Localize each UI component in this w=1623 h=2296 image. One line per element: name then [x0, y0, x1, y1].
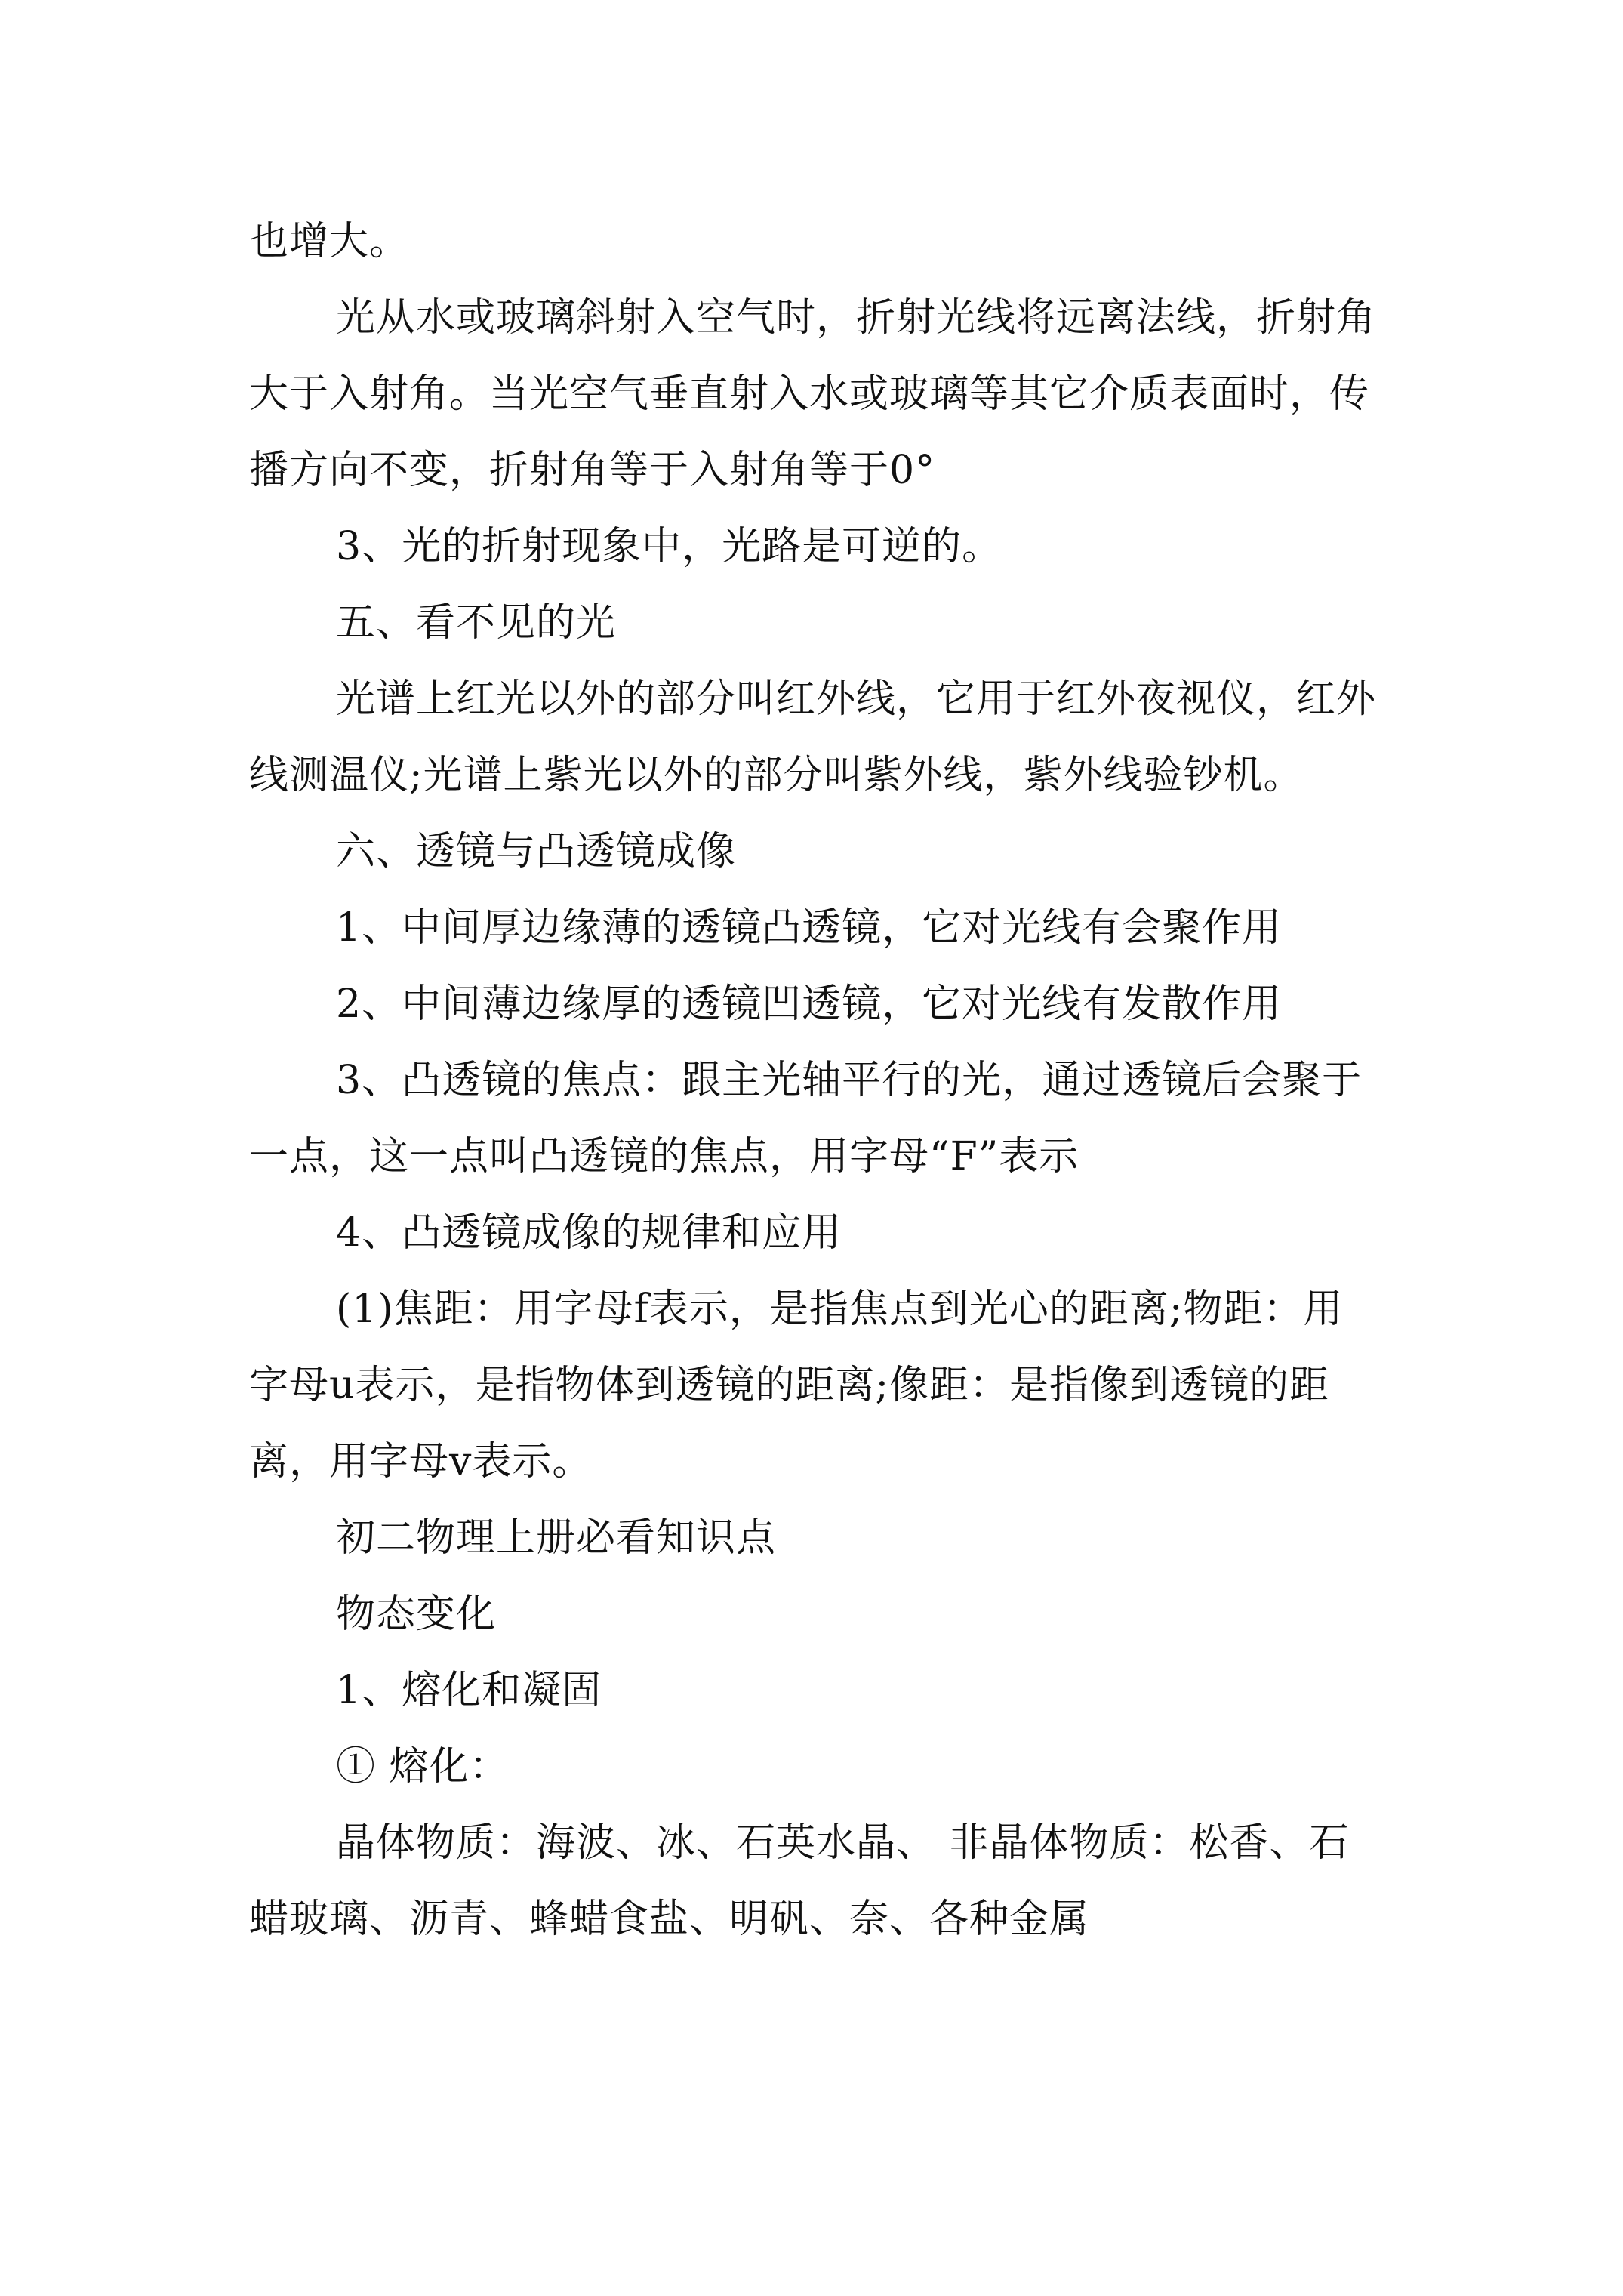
- paragraph: (1)焦距：用字母f表示，是指焦点到光心的距离;物距：用字母u表示，是指物体到透镜的距离;像距：是指像到透镜的距离，用字母v表示。: [249, 1287, 1344, 1484]
- list-item: 4、凸透镜成像的规律和应用: [336, 1210, 842, 1256]
- paragraph: 3、光的折射现象中，光路是可逆的。: [336, 524, 1002, 569]
- section-heading: 物态变化: [336, 1592, 497, 1637]
- paragraph: 也增大。: [249, 219, 410, 264]
- list-item: 3、凸透镜的焦点：跟主光轴平行的光，通过透镜后会聚于一点，这一点叫凸透镜的焦点，用字母“F”表示: [249, 1058, 1363, 1179]
- paragraph: 光谱上红光以外的部分叫红外线，它用于红外夜视仪，红外线测温仪;光谱上紫光以外的部分叫紫外线，紫外线验钞机。: [249, 676, 1377, 798]
- section-heading: 初二物理上册必看知识点: [336, 1515, 777, 1561]
- list-item: ① 熔化：: [336, 1744, 510, 1789]
- section-heading: 六、透镜与凸透镜成像: [336, 829, 737, 874]
- list-item: 1、熔化和凝固: [336, 1668, 602, 1713]
- list-item: 1、中间厚边缘薄的透镜凸透镜，它对光线有会聚作用: [336, 905, 1283, 951]
- paragraph: 晶体物质：海波、冰、石英水晶、 非晶体物质：松香、石蜡玻璃、沥青、蜂蜡食盐、明矾、奈、各种金属: [249, 1820, 1350, 1942]
- list-item: 2、中间薄边缘厚的透镜凹透镜，它对光线有发散作用: [336, 982, 1283, 1027]
- document-body: [249, 204, 1381, 1958]
- paragraph: 光从水或玻璃斜射入空气时，折射光线将远离法线，折射角大于入射角。当光空气垂直射入水或玻璃等其它介质表面时，传播方向不变，折射角等于入射角等于0°: [249, 295, 1377, 493]
- section-heading: 五、看不见的光: [336, 600, 617, 646]
